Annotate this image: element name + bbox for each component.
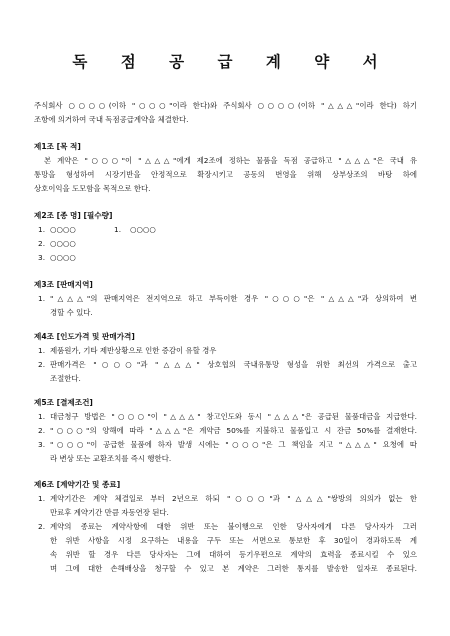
article-3-item-line-1: "△△△"의 판매지역은 전지역으로 하고 부득이한 경우 "○○○"은 "△△△"과 상의하여 변 xyxy=(50,294,417,303)
article-5-item-3-line-1: "○○○"이 공급한 물품에 하자 발생 시에는 "○○○"은 그 책임을 지고 "△△△" 요청에 따 xyxy=(50,440,417,449)
article-1-line-3: 상호이익을 도모함을 목적으로 한다. xyxy=(34,184,151,193)
article-2-item-number: 3. xyxy=(38,253,46,262)
article-4-item-2-line-1: 판매가격은 "○○○"과 "△△△" 상호협의 국내유통망 형성을 위한 최선의 가격으로 출고 xyxy=(50,360,417,369)
article-5-item-3-line-2: 라 변상 또는 교환조치를 즉시 행한다. xyxy=(50,454,172,463)
article-2-item-text: ○○○○ xyxy=(50,239,76,248)
article-3-item-line-2: 경할 수 있다. xyxy=(50,308,93,317)
article-6-item-1-line-2: 만료후 계약기간 만큼 자동연장 된다. xyxy=(50,508,169,517)
article-4-item-2-line-2: 조절한다. xyxy=(50,374,81,383)
article-6-item-2-line-2: 한 위반 사항을 시정 요구하는 내용을 구두 또는 서면으로 통보한 후 30일이 경과하도록 계 xyxy=(50,536,417,545)
article-4-item-1-line-1: 제품원가, 기타 제반상황으로 인한 증감이 유할 경우 xyxy=(50,346,217,355)
article-1-line-1: 본 계약은 "○○○"이 "△△△"에게 제2조에 정하는 물품을 독점 공급하고 "△△△"은 국내 유 xyxy=(44,156,417,165)
article-2-item-text-b: ○○○○ xyxy=(130,225,156,234)
intro-line-1: 주식회사 ○○○○(이하 "○○○"이라 한다)와 주식회사 ○○○○(이하 "△△△"이라 한다) 하기 xyxy=(34,101,417,110)
article-2-item-number: 1. xyxy=(38,225,46,234)
article-5-item-2-line-1: "○○○"의 양해에 따라 "△△△"은 계약금 50%를 지불하고 물품입고 시 잔금 50%를 결재한다. xyxy=(50,426,417,435)
article-3-item-number: 1. xyxy=(38,294,46,303)
article-6-item-number: 2. xyxy=(38,522,46,531)
article-6-heading: 제6조 [계약기간 및 종료] xyxy=(34,480,121,489)
article-6-item-2-line-3: 속 위반 할 경우 다른 당사자는 그에 대하여 등기우편으로 계약의 효력을 종료시킬 수 있으 xyxy=(50,550,417,559)
article-5-item-number: 2. xyxy=(38,426,46,435)
article-5-item-1-line-1: 대금청구 방법은 "○○○"이 "△△△" 창고인도와 동시 "△△△"은 공급된 물품대금을 지급한다. xyxy=(50,412,417,421)
article-3-heading: 제3조 [판매지역] xyxy=(34,280,93,289)
document-title: 독 점 공 급 계 약 서 xyxy=(72,52,392,71)
article-1-heading: 제1조 [목 적] xyxy=(34,142,81,151)
article-2-item-text: ○○○○ xyxy=(50,253,76,262)
article-2-item-text: ○○○○ xyxy=(50,225,76,234)
article-6-item-number: 1. xyxy=(38,494,46,503)
article-6-item-1-line-1: 계약기간은 계약 체결일로 부터 2년으로 하되 "○○○"과 "△△△"쌍방의 의의가 없는 한 xyxy=(50,494,417,503)
article-1-line-2: 통망을 형성하여 시장기반을 안정적으로 확장시키고 공동의 번영을 위해 상부상조의 바탕 하에 xyxy=(34,170,417,179)
article-5-heading: 제5조 [결제조건] xyxy=(34,398,93,407)
article-4-item-number: 1. xyxy=(38,346,46,355)
intro-line-2: 조항에 의거하여 국내 독점공급계약을 체결한다. xyxy=(34,115,189,124)
article-5-item-number: 3. xyxy=(38,440,46,449)
article-4-item-number: 2. xyxy=(38,360,46,369)
article-5-item-number: 1. xyxy=(38,412,46,421)
article-2-item-number-b: 1. xyxy=(114,225,122,234)
article-6-item-2-line-1: 계약의 종료는 계약사항에 대한 위반 또는 불이행으로 인한 당사자에게 다른 당사자가 그러 xyxy=(50,522,417,531)
article-6-item-2-line-4: 며 그에 대한 손해배상을 청구할 수 있고 본 계약은 그러한 통지를 발송한 일자로 종료된다. xyxy=(50,564,417,573)
article-4-heading: 제4조 [인도가격 및 판매가격] xyxy=(34,332,135,341)
article-2-item-number: 2. xyxy=(38,239,46,248)
article-2-heading: 제2조 [종 명] [필수량] xyxy=(34,211,113,220)
